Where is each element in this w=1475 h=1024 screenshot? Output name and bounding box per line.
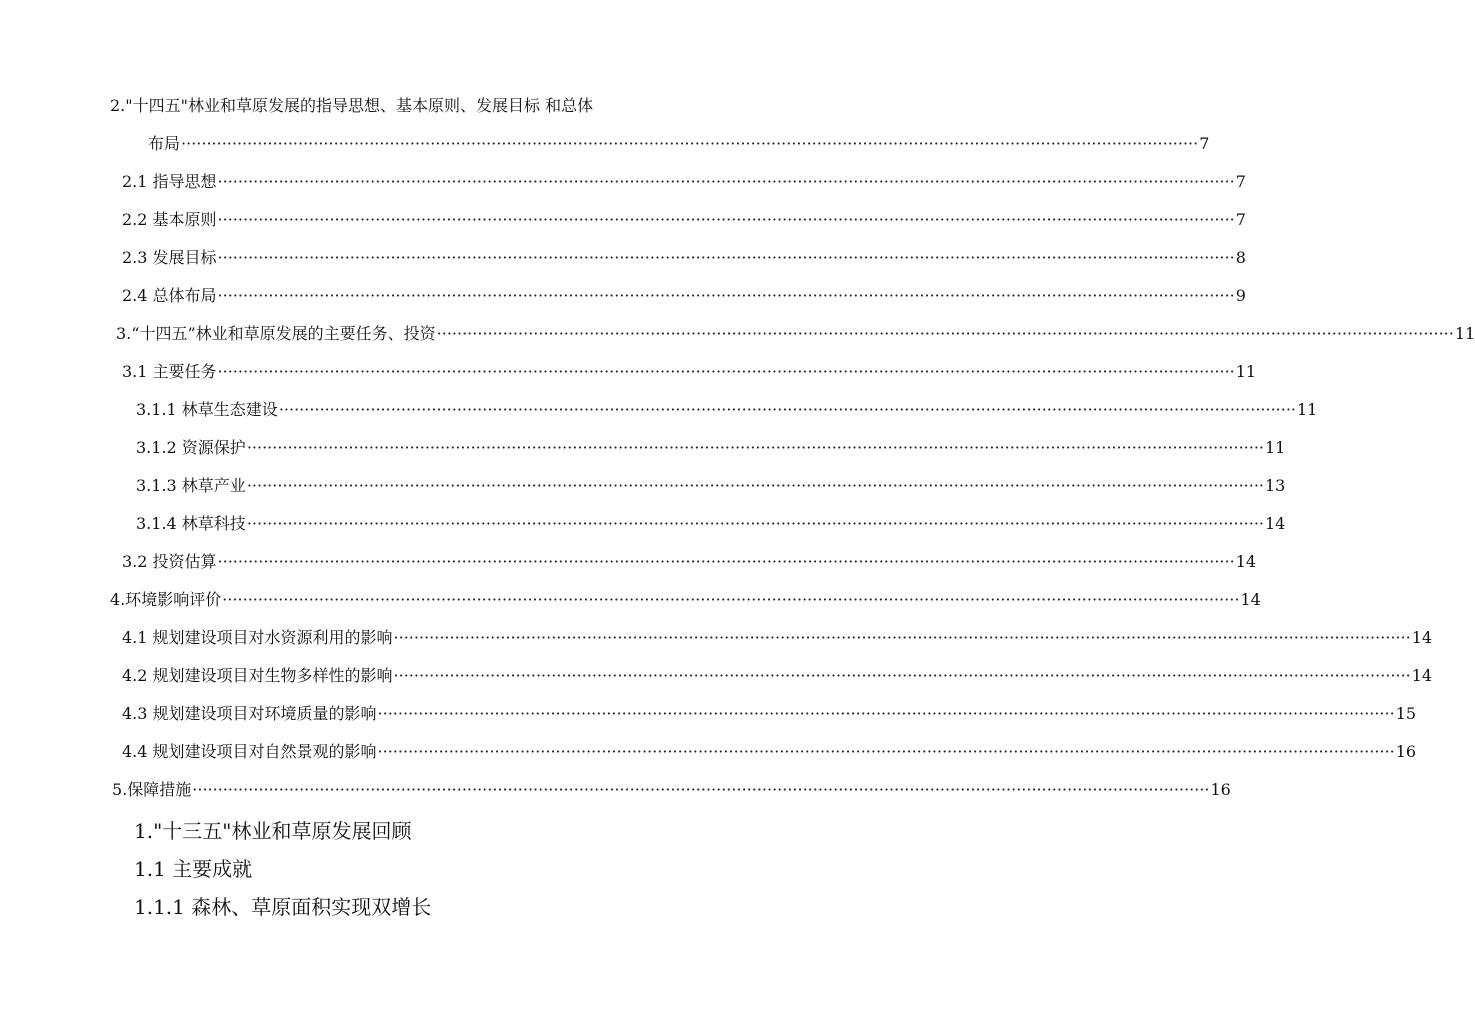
toc-entry-2-2[interactable] (122, 210, 1246, 230)
toc-page-number: 11 (1235, 362, 1257, 381)
dot-leader: ········································································································································································································ (217, 210, 1235, 229)
dot-leader: ········································································································································································································ (393, 628, 1411, 647)
toc-entry-2-4[interactable] (122, 286, 1246, 306)
toc-entry-label: 3.1.1 林草生态建设 (136, 400, 278, 419)
dot-leader: ········································································································································································································ (181, 134, 1199, 153)
dot-leader: ········································································································································································································ (278, 400, 1296, 419)
dot-leader: ········································································································································································································ (217, 552, 1235, 571)
dot-leader: ········································································································································································································ (217, 362, 1235, 381)
dot-leader: ········································································································································································································ (246, 514, 1264, 533)
dot-leader: ········································································································································································································ (436, 324, 1454, 343)
toc-page-number: 16 (1210, 780, 1231, 799)
toc-page-number: 16 (1395, 742, 1417, 761)
toc-page-number: 8 (1235, 248, 1246, 267)
toc-entry-label: 2.2 基本原则 (122, 210, 217, 229)
dot-leader: ········································································································································································································ (246, 476, 1264, 495)
toc-entry-label: 3.1.3 林草产业 (136, 476, 246, 495)
dot-leader: ········································································································································································································ (377, 704, 1395, 723)
toc-entry-4[interactable] (110, 590, 1261, 610)
toc-page-number: 15 (1395, 704, 1417, 723)
dot-leader: ········································································································································································································ (393, 666, 1411, 685)
toc-page-number: 11 (1454, 324, 1475, 343)
toc-entry-label: 布局 (148, 134, 181, 153)
toc-entry-3[interactable] (116, 324, 1475, 344)
dot-leader: ········································································································································································································ (217, 248, 1235, 267)
toc-entry-label: 3.2 投资估算 (122, 552, 217, 571)
toc-entry-3-1[interactable] (122, 362, 1257, 382)
toc-page-number: 7 (1235, 210, 1246, 229)
toc-entry-3-1-3[interactable] (136, 476, 1286, 496)
toc-entry-label: 5.保障措施 (112, 780, 192, 799)
toc-entry-2-cont[interactable] (148, 134, 1210, 154)
toc-entry-3-2[interactable] (122, 552, 1257, 572)
toc-entry-label: 4.1 规划建设项目对水资源利用的影响 (122, 628, 393, 647)
toc-entry-label: 2.4 总体布局 (122, 286, 217, 305)
dot-leader: ········································································································································································································ (217, 172, 1235, 191)
toc-entry-label: 4.环境影响评价 (110, 590, 222, 609)
dot-leader: ········································································································································································································ (246, 438, 1264, 457)
dot-leader: ········································································································································································································ (377, 742, 1395, 761)
toc-page-number: 11 (1265, 438, 1286, 457)
toc-page-number: 14 (1411, 666, 1433, 685)
toc-entry-4-4[interactable] (122, 742, 1417, 762)
dot-leader: ········································································································································································································ (222, 590, 1240, 609)
toc-entry-label: 2.3 发展目标 (122, 248, 217, 267)
toc-entry-4-1[interactable] (122, 628, 1433, 648)
toc-page-number: 14 (1240, 590, 1261, 609)
toc-entry-label: 4.2 规划建设项目对生物多样性的影响 (122, 666, 393, 685)
toc-entry-2-1[interactable] (122, 172, 1246, 192)
toc-entry-4-2[interactable] (122, 666, 1433, 686)
toc-page-number: 14 (1411, 628, 1433, 647)
dot-leader: ········································································································································································································ (217, 286, 1235, 305)
toc-entry-label: 4.3 规划建设项目对环境质量的影响 (122, 704, 377, 723)
toc-page-number: 13 (1265, 476, 1286, 495)
toc-entry-label: 2.1 指导思想 (122, 172, 217, 191)
toc-entry-5[interactable] (112, 780, 1231, 800)
toc-page-number: 7 (1199, 134, 1210, 153)
toc-entry-label: 3.1.4 林草科技 (136, 514, 246, 533)
toc-entry-4-3[interactable] (122, 704, 1417, 724)
toc-entry-2[interactable] (110, 96, 620, 116)
toc-entry-3-1-2[interactable] (136, 438, 1286, 458)
toc-page-number: 7 (1235, 172, 1246, 191)
section-heading-1-1: 1.1 主要成就 (134, 857, 253, 881)
toc-entry-label: 3.1.2 资源保护 (136, 438, 246, 457)
toc-page-number: 14 (1235, 552, 1257, 571)
toc-page-number: 11 (1297, 400, 1318, 419)
section-heading-1-1-1: 1.1.1 森林、草原面积实现双增长 (134, 895, 432, 919)
toc-entry-3-1-1[interactable] (136, 400, 1318, 420)
toc-entry-label: 3.“十四五”林业和草原发展的主要任务、投资 (116, 324, 436, 343)
toc-entry-label: 3.1 主要任务 (122, 362, 217, 381)
toc-entry-3-1-4[interactable] (136, 514, 1286, 534)
toc-entry-label: 2."十四五"林业和草原发展的指导思想、基本原则、发展目标 和总体 (110, 96, 594, 115)
toc-page-number: 14 (1265, 514, 1286, 533)
toc-page-number: 9 (1235, 286, 1246, 305)
section-heading-1: 1."十三五"林业和草原发展回顾 (134, 819, 412, 843)
dot-leader: ········································································································································································································ (192, 780, 1210, 799)
toc-entry-2-3[interactable] (122, 248, 1246, 268)
toc-entry-label: 4.4 规划建设项目对自然景观的影响 (122, 742, 377, 761)
